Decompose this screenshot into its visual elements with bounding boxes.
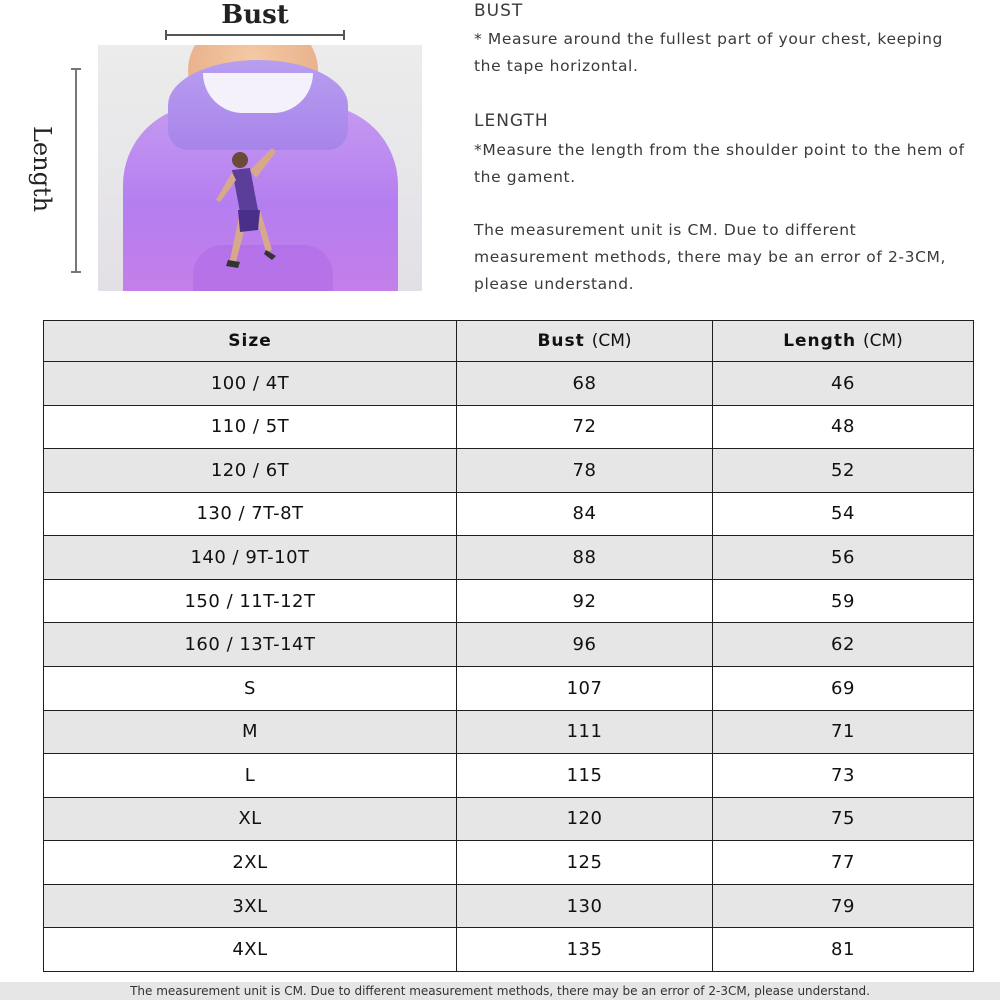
length-cell: 54 [713,492,974,536]
table-row [44,884,974,928]
length-header-unit: (CM) [862,331,903,351]
bust-header-unit: (CM) [591,331,632,351]
table-header-row [44,321,974,362]
table-row [44,362,974,406]
size-cell: 3XL [44,884,457,928]
table-row [44,754,974,798]
bust-cell: 120 [457,797,713,841]
size-cell: 130 / 7T-8T [44,492,457,536]
bust-cell: 135 [457,928,713,972]
length-cell: 46 [713,362,974,406]
table-row [44,928,974,972]
bust-cell: 84 [457,492,713,536]
soccer-player-print [210,140,290,291]
table-row [44,579,974,623]
bust-description: * Measure around the fullest part of your chest, keeping the tape horizontal. [474,30,943,75]
length-cell: 62 [713,623,974,667]
size-cell: 4XL [44,928,457,972]
size-cell: M [44,710,457,754]
table-row [44,666,974,710]
size-cell: 100 / 4T [44,362,457,406]
size-cell: 110 / 5T [44,405,457,449]
table-row [44,797,974,841]
size-header-label: Size [228,331,272,351]
size-cell: 140 / 9T-10T [44,536,457,580]
bust-column-header [457,321,713,362]
table-row [44,405,974,449]
length-cell: 77 [713,841,974,885]
table-row [44,449,974,493]
length-cell: 56 [713,536,974,580]
length-cell: 69 [713,666,974,710]
footer-unit-note: The measurement unit is CM. Due to different measurement methods, there may be an error of 2-3CM, please understand. [0,982,1000,1000]
bust-cell: 125 [457,841,713,885]
length-column-header [713,321,974,362]
bust-cell: 68 [457,362,713,406]
bust-cell: 111 [457,710,713,754]
size-cell: 120 / 6T [44,449,457,493]
measurement-diagram [0,0,460,300]
length-cell: 81 [713,928,974,972]
length-cell: 48 [713,405,974,449]
bust-cell: 107 [457,666,713,710]
size-column-header [44,321,457,362]
bust-cell: 96 [457,623,713,667]
table-row [44,492,974,536]
length-description: *Measure the length from the shoulder point to the hem of the gament. [474,141,965,186]
bust-heading: BUST [474,1,524,21]
bust-cell: 130 [457,884,713,928]
bust-header-label: Bust [537,331,585,351]
unit-note: The measurement unit is CM. Due to different measurement methods, there may be an error of 2-3CM, please understand. [474,221,946,293]
table-row [44,710,974,754]
length-header-label: Length [783,331,857,351]
size-cell: S [44,666,457,710]
length-cell: 79 [713,884,974,928]
size-cell: 2XL [44,841,457,885]
size-table-body [44,362,974,972]
bust-cell: 78 [457,449,713,493]
table-row [44,841,974,885]
length-measure-line [75,68,77,273]
size-cell: L [44,754,457,798]
table-row [44,623,974,667]
length-cell: 52 [713,449,974,493]
length-diagram-label: Length [28,125,56,213]
length-heading: LENGTH [474,111,549,131]
bust-cell: 115 [457,754,713,798]
length-cell: 73 [713,754,974,798]
length-cell: 75 [713,797,974,841]
size-cell: 160 / 13T-14T [44,623,457,667]
bust-cell: 88 [457,536,713,580]
size-cell: XL [44,797,457,841]
table-row [44,536,974,580]
length-cell: 59 [713,579,974,623]
bust-cell: 92 [457,579,713,623]
bust-measure-line [165,34,345,36]
bust-diagram-label: Bust [221,0,289,30]
hoodie-product-photo [98,45,422,291]
length-cell: 71 [713,710,974,754]
size-chart-table [43,320,974,972]
size-cell: 150 / 11T-12T [44,579,457,623]
bust-cell: 72 [457,405,713,449]
